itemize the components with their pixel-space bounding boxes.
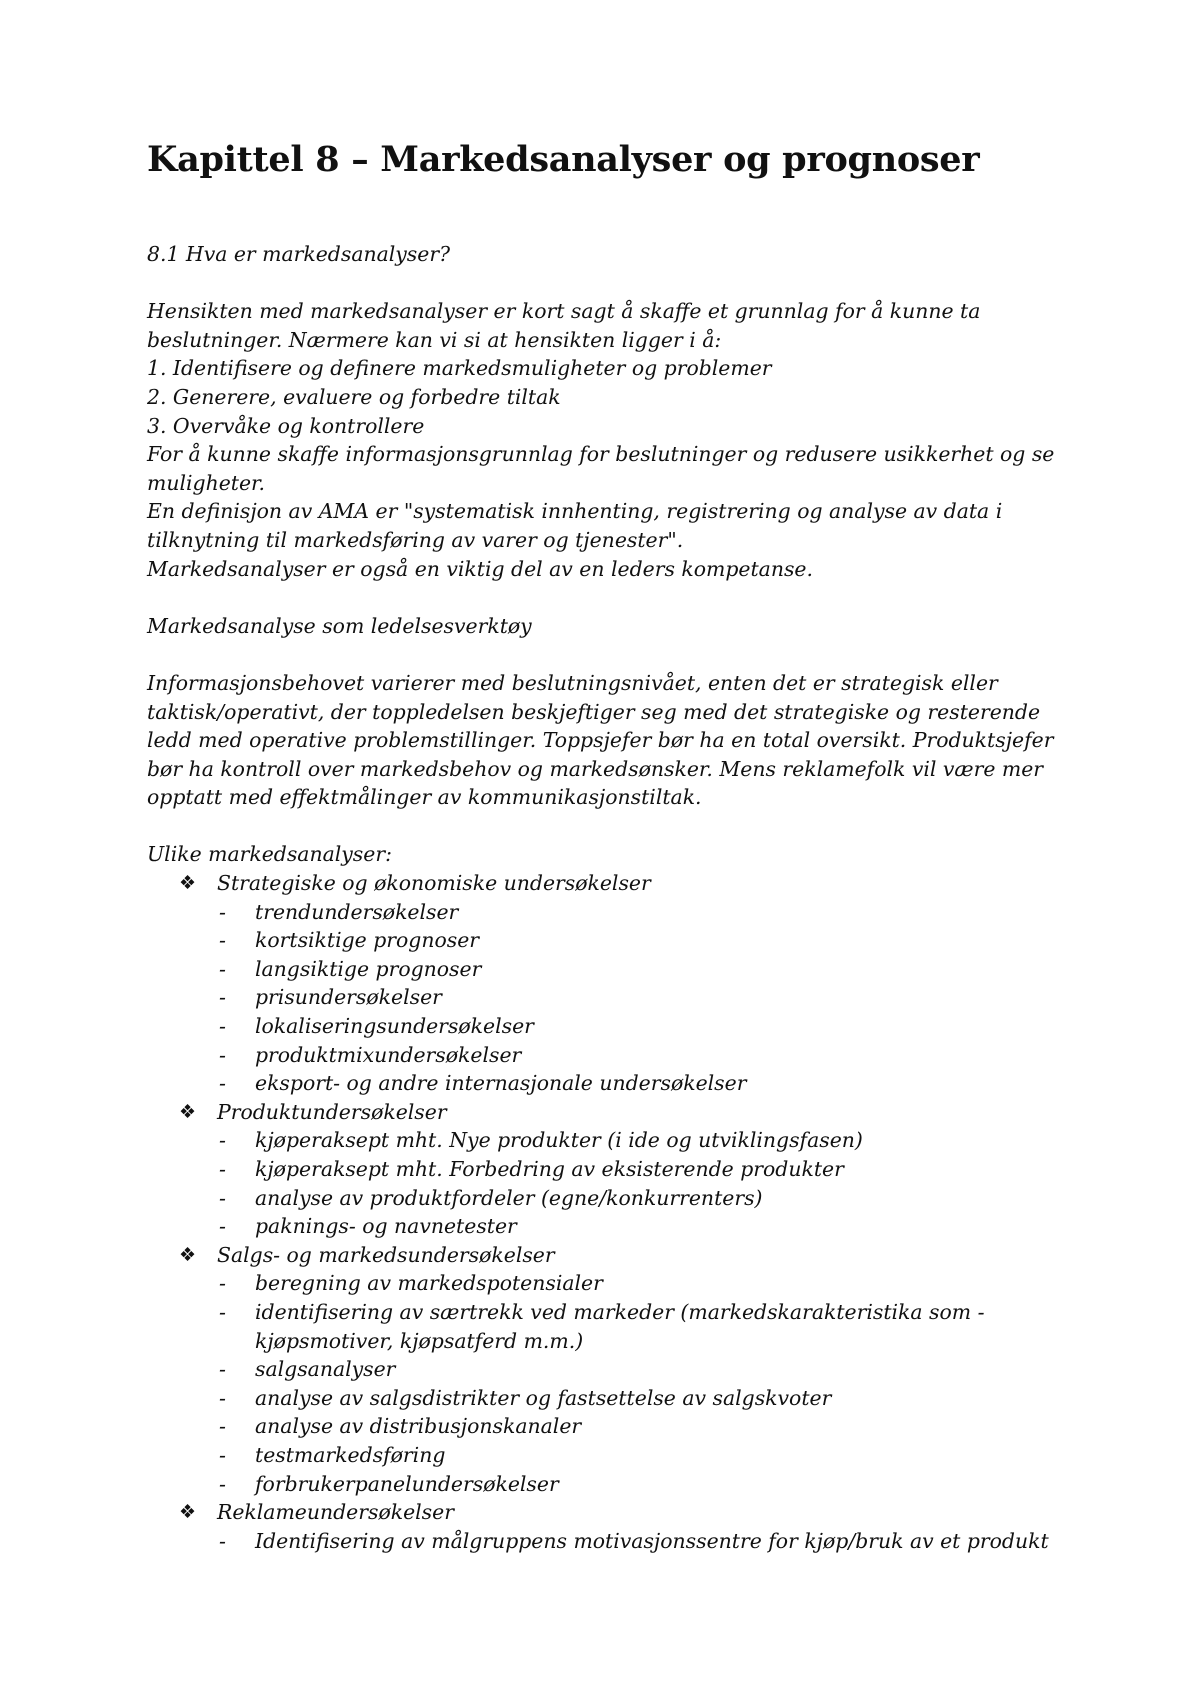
dash-bullet: - [219,1528,226,1553]
document-body [147,240,1087,1555]
body-paragraph: Informasjonsbehovet varierer med beslutningsnivået, enten det er strategisk eller taktisk/operativt, der toppledelsen beskjeftiger seg med det strategiske og resterende ledd med operative problemstillinger. Toppsjefer bør ha en total oversikt. Produktsjefer bør ha kontroll over markedsbehov og markedsønsker. Mens reklamefolk vil være mer opptatt med effektmålinger av kommunikasjonstiltak. [147,670,1054,810]
dash-bullet: - [219,1414,226,1439]
sub-item-text: identifisering av særtrekk ved markeder (markedskarakteristika som - kjøpsmotiver, kjøpsatferd m.m.) [255,1299,985,1353]
dash-bullet: - [219,1271,226,1296]
diamond-bullet-icon: ❖ [179,1501,197,1524]
sub-list [217,1527,1087,1556]
sub-list-item [219,926,1087,955]
sub-item-text: paknings- og navnetester [255,1214,517,1239]
spacer [147,812,1087,841]
sub-list-item [219,1355,1087,1384]
sub-item-text: salgsanalyser [255,1357,396,1382]
sub-list-item [219,1441,1087,1470]
sub-item-text: Identifisering av målgruppens motivasjonssentre for kjøp/bruk av et produkt [255,1528,1049,1553]
sub-item-text: beregning av markedspotensialer [255,1271,603,1296]
diamond-bullet-icon: ❖ [179,1100,197,1123]
intro-item-2: 2. Generere, evaluere og forbedre tiltak [147,384,561,409]
intro-item-3: 3. Overvåke og kontrollere [147,413,425,438]
sub-list-item [219,1012,1087,1041]
spacer [147,640,1087,669]
sub-list-item [219,955,1087,984]
dash-bullet: - [219,1157,226,1181]
spacer [147,269,1087,298]
sub-item-text: kjøperaksept mht. Nye produkter (i ide og utviklingsfasen) [255,1128,863,1153]
category-item [179,1498,1087,1555]
category-label: Produktundersøkelser [217,1099,447,1124]
section-heading: 8.1 Hva er markedsanalyser? [147,242,451,266]
subheading: Markedsanalyse som ledelsesverktøy [147,613,532,638]
category-label: Salgs- og markedsundersøkelser [217,1242,555,1267]
intro-definition: En definisjon av AMA er "systematisk innhenting, registrering og analyse av data i tilknytning til markedsføring av varer og tjenester". [147,499,1003,552]
sub-item-text: testmarkedsføring [255,1442,446,1467]
sub-item-text: langsiktige prognoser [255,956,482,981]
sub-list-item [219,1041,1087,1070]
dash-bullet: - [219,1128,226,1153]
dash-bullet: - [219,1185,226,1210]
sub-item-text: prisundersøkelser [255,985,442,1010]
sub-item-text: eksport- og andre internasjonale undersøkelser [255,1071,747,1096]
sub-list-item [219,1269,1087,1298]
page-title: Kapittel 8 – Markedsanalyser og prognoser [147,139,980,180]
intro-text: Hensikten med markedsanalyser er kort sagt å skaffe et grunnlag for å kunne ta beslutninger. Nærmere kan vi si at hensikten ligger i å: [147,299,981,352]
intro-competence: Markedsanalyser er også en viktig del av en leders kompetanse. [147,556,813,581]
dash-bullet: - [219,1042,226,1067]
sub-item-text: kortsiktige prognoser [255,928,480,953]
sub-list-item [219,1212,1087,1241]
dash-bullet: - [219,899,226,924]
sub-list-item [219,1126,1087,1155]
dash-bullet: - [219,1385,226,1410]
sub-item-text: trendundersøkelser [255,899,459,924]
category-item [179,1241,1087,1498]
dash-bullet: - [219,985,226,1010]
dash-bullet: - [219,1471,226,1496]
spacer [147,583,1087,612]
sub-list [217,898,1087,1098]
category-label: Reklameundersøkelser [217,1500,454,1525]
intro-purpose: For å kunne skaffe informasjonsgrunnlag for beslutninger og redusere usikkerhet og se muligheter. [147,442,1055,495]
dash-bullet: - [219,1214,226,1239]
sub-list-item [219,1412,1087,1441]
sub-list-item [219,1184,1087,1213]
sub-list [217,1269,1087,1498]
dash-bullet: - [219,1071,226,1096]
sub-list-item [219,1527,1087,1556]
dash-bullet: - [219,1299,226,1324]
analysis-list [147,869,1087,1555]
sub-list-item [219,1069,1087,1098]
sub-list-item [219,1155,1087,1184]
sub-item-text: forbrukerpanelundersøkelser [255,1471,559,1496]
sub-list [217,1126,1087,1240]
sub-item-text: produktmixundersøkelser [255,1042,522,1067]
category-item [179,869,1087,1098]
category-item [179,1098,1087,1241]
sub-item-text: analyse av salgsdistrikter og fastsettelse av salgskvoter [255,1385,832,1410]
dash-bullet: - [219,928,226,953]
category-label: Strategiske og økonomiske undersøkelser [217,871,651,896]
sub-item-text: lokaliseringsundersøkelser [255,1014,534,1039]
intro-item-1: 1. Identifisere og definere markedsmuligheter og problemer [147,356,772,381]
diamond-bullet-icon: ❖ [179,1243,197,1266]
dash-bullet: - [219,1014,226,1039]
sub-list-item [219,1298,1087,1355]
sub-list-item [219,983,1087,1012]
diamond-bullet-icon: ❖ [179,872,197,895]
dash-bullet: - [219,1357,226,1382]
list-heading: Ulike markedsanalyser: [147,842,392,867]
sub-list-item [219,1470,1087,1499]
sub-list-item [219,1384,1087,1413]
dash-bullet: - [219,956,226,981]
sub-list-item [219,898,1087,927]
dash-bullet: - [219,1442,226,1467]
sub-item-text: kjøperaksept mht. Forbedring av eksisterende produkter [255,1157,844,1181]
sub-item-text: analyse av produktfordeler (egne/konkurrenters) [255,1185,763,1210]
sub-item-text: analyse av distribusjonskanaler [255,1414,582,1439]
